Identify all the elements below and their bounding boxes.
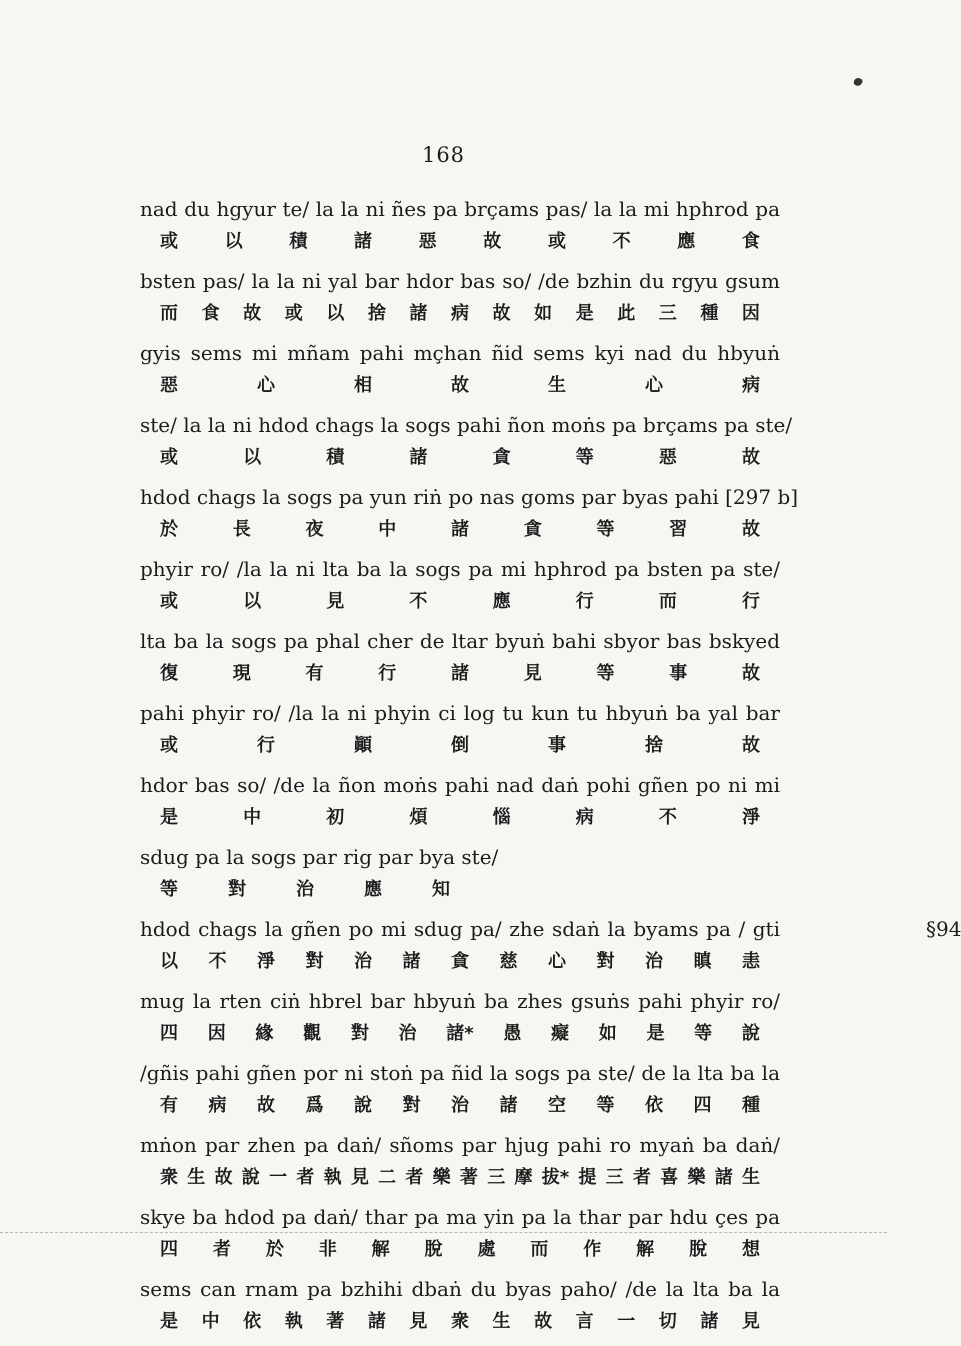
chinese-char: 喜 (660, 1167, 679, 1188)
chinese-line (160, 733, 760, 759)
chinese-char: 著 (459, 1167, 478, 1188)
line-pair (140, 338, 780, 410)
chinese-char: 食 (741, 231, 760, 252)
tibetan-line: phyir ro/ /la la ni lta ba la sogs pa mi hphrod pa bsten pa ste/ (140, 557, 780, 581)
chinese-char: 愚 (503, 1023, 522, 1044)
line-pair (140, 1058, 780, 1130)
chinese-char: 中 (243, 807, 262, 828)
chinese-char: 因 (207, 1023, 226, 1044)
line-pair (140, 770, 780, 842)
chinese-char: 貪 (523, 519, 542, 540)
chinese-char: 病 (742, 375, 760, 396)
line-pair (140, 554, 780, 626)
chinese-char: 諸 (451, 519, 469, 540)
chinese-char: 惱 (492, 807, 511, 828)
chinese-char: 諸 (714, 1167, 733, 1188)
tibetan-line: pahi phyir ro/ /la la ni phyin ci log tu kun tu hbyuṅ ba yal bar (140, 701, 780, 725)
chinese-char: 行 (378, 663, 397, 684)
chinese-char: 執 (284, 1311, 303, 1332)
chinese-char: 於 (160, 519, 178, 540)
chinese-char: 倒 (451, 735, 469, 756)
chinese-char: 治 (398, 1023, 417, 1044)
chinese-char: 貪 (492, 447, 511, 468)
chinese-char: 脫 (689, 1239, 708, 1260)
chinese-line (160, 1093, 760, 1119)
chinese-line (160, 589, 760, 615)
chinese-line (160, 949, 760, 975)
line-pair (140, 914, 961, 986)
line-pair (140, 1130, 780, 1202)
section-ref: §94 (926, 917, 961, 941)
chinese-char: 如 (598, 1023, 617, 1044)
chinese-char: 惡 (658, 447, 677, 468)
chinese-char: 解 (636, 1239, 655, 1260)
chinese-char: 樂 (687, 1167, 706, 1188)
chinese-char: 心 (257, 375, 275, 396)
tibetan-line: /gñis pahi gñen por ni stoṅ pa ñid la sogs pa ste/ de la lta ba la (140, 1061, 780, 1085)
chinese-char: 病 (450, 303, 469, 324)
chinese-char: 故 (257, 1095, 275, 1116)
chinese-char: 一 (617, 1311, 636, 1332)
chinese-char: 見 (523, 663, 542, 684)
chinese-char: 提 (578, 1167, 597, 1188)
chinese-char: 四 (160, 1023, 178, 1044)
line-pair (140, 698, 780, 770)
chinese-char: 著 (326, 1311, 345, 1332)
chinese-char: 種 (700, 303, 719, 324)
tibetan-line: hdor bas so/ /de la ñon moṅs pahi nad daṅ pohi gñen po ni mi (140, 773, 780, 797)
ink-speck (853, 77, 864, 88)
chinese-char: 諸 (409, 447, 428, 468)
chinese-line (160, 517, 760, 543)
chinese-line (160, 1165, 760, 1191)
chinese-char: 諸 (451, 663, 469, 684)
chinese-char: 事 (548, 735, 566, 756)
chinese-char: 四 (693, 1095, 712, 1116)
chinese-char: 捨 (367, 303, 386, 324)
tibetan-line: ste/ la la ni hdod chags la sogs pahi ñon moṅs pa brçams pa ste/ (140, 413, 793, 437)
chinese-char: 諸 (367, 1311, 386, 1332)
chinese-char: 衆 (450, 1311, 469, 1332)
tibetan-line: gyis sems mi mñam pahi mçhan ñid sems kyi nad du hbyuṅ (140, 341, 780, 365)
chinese-char: 生 (742, 1167, 760, 1188)
chinese-char: 不 (409, 591, 428, 612)
chinese-char: 等 (596, 1095, 615, 1116)
chinese-char: 四 (160, 1239, 178, 1260)
text-body (140, 194, 961, 1346)
chinese-char: 治 (296, 879, 314, 900)
chinese-char: 者 (632, 1167, 651, 1188)
chinese-char: 二 (378, 1167, 397, 1188)
chinese-char: 生 (548, 375, 566, 396)
chinese-char: 病 (575, 807, 594, 828)
chinese-char: 習 (669, 519, 688, 540)
chinese-char: 行 (257, 735, 275, 756)
tibetan-line: mṅon par zhen pa daṅ/ sñoms par hjug pahi ro myaṅ ba daṅ/ (140, 1133, 780, 1157)
line-pair (140, 1202, 780, 1274)
chinese-char: 如 (534, 303, 553, 324)
chinese-char: 對 (402, 1095, 421, 1116)
line-pair (140, 842, 780, 914)
chinese-char: 脫 (424, 1239, 443, 1260)
chinese-char: 或 (160, 231, 178, 252)
chinese-char: 說 (354, 1095, 372, 1116)
chinese-char: 事 (669, 663, 688, 684)
chinese-char: 想 (741, 1239, 760, 1260)
chinese-char: 以 (160, 951, 178, 972)
chinese-char: 不 (208, 951, 227, 972)
chinese-char: 緣 (255, 1023, 274, 1044)
chinese-char: 復 (160, 663, 178, 684)
chinese-char: 治 (354, 951, 372, 972)
chinese-char: 拔* (541, 1167, 570, 1188)
chinese-line (160, 1309, 760, 1335)
chinese-char: 以 (326, 303, 345, 324)
tibetan-line: hdod chags la gñen po mi sdug pa/ zhe sdaṅ la byams pa / gti (140, 917, 780, 941)
chinese-char: 種 (742, 1095, 760, 1116)
line-pair (140, 410, 793, 482)
chinese-char: 作 (583, 1239, 602, 1260)
chinese-char: 者 (405, 1167, 424, 1188)
chinese-char: 三 (605, 1167, 624, 1188)
chinese-char: 不 (612, 231, 631, 252)
tibetan-line: sdug pa la sogs par rig par bya ste/ (140, 845, 499, 869)
chinese-char: 而 (160, 303, 178, 324)
chinese-char: 有 (160, 1095, 178, 1116)
chinese-char: 治 (451, 1095, 469, 1116)
chinese-char: 依 (645, 1095, 663, 1116)
chinese-char: 或 (547, 231, 566, 252)
chinese-char: 應 (492, 591, 511, 612)
chinese-char: 有 (305, 663, 324, 684)
line-pair (140, 1274, 780, 1346)
chinese-char: 切 (658, 1311, 677, 1332)
chinese-char: 捨 (645, 735, 663, 756)
chinese-char: 淨 (741, 807, 760, 828)
chinese-char: 生 (492, 1311, 511, 1332)
chinese-char: 以 (224, 231, 243, 252)
tibetan-line: lta ba la sogs pa phal cher de ltar byuṅ bahi sbyor bas bskyed (140, 629, 780, 653)
chinese-char: 故 (742, 735, 760, 756)
line-pair (140, 626, 780, 698)
chinese-char: 煩 (409, 807, 428, 828)
chinese-char: 食 (201, 303, 220, 324)
chinese-char: 諸 (700, 1311, 719, 1332)
chinese-char: 惡 (160, 375, 178, 396)
chinese-char: 或 (160, 735, 178, 756)
chinese-char: 諸 (402, 951, 421, 972)
chinese-char: 現 (232, 663, 251, 684)
chinese-char: 行 (575, 591, 594, 612)
chinese-char: 見 (741, 1311, 760, 1332)
chinese-char: 而 (530, 1239, 549, 1260)
chinese-char: 心 (645, 375, 663, 396)
chinese-char: 言 (575, 1311, 594, 1332)
chinese-char: 者 (296, 1167, 315, 1188)
chinese-line (160, 229, 760, 255)
chinese-char: 是 (160, 807, 178, 828)
chinese-char: 是 (575, 303, 594, 324)
chinese-char: 故 (483, 231, 502, 252)
chinese-char: 以 (243, 447, 262, 468)
chinese-char: 解 (371, 1239, 390, 1260)
page-number: 168 (421, 143, 466, 167)
tibetan-line: mug la rten ciṅ hbrel bar hbyuṅ ba zhes gsuṅs pahi phyir ro/ (140, 989, 780, 1013)
chinese-char: 見 (326, 591, 345, 612)
chinese-char: 三 (487, 1167, 506, 1188)
chinese-char: 行 (741, 591, 760, 612)
chinese-char: 應 (364, 879, 382, 900)
chinese-char: 觀 (303, 1023, 322, 1044)
chinese-char: 對 (596, 951, 615, 972)
chinese-char: 生 (187, 1167, 206, 1188)
chinese-char: 知 (432, 879, 450, 900)
chinese-char: 應 (677, 231, 696, 252)
chinese-char: 心 (548, 951, 566, 972)
line-pair (140, 194, 780, 266)
chinese-char: 夜 (305, 519, 324, 540)
chinese-char: 等 (575, 447, 594, 468)
chinese-char: 長 (232, 519, 251, 540)
chinese-char: 惡 (418, 231, 437, 252)
chinese-char: 等 (160, 879, 178, 900)
chinese-char: 因 (741, 303, 760, 324)
bottom-rule (0, 1232, 887, 1233)
chinese-char: 摩 (514, 1167, 533, 1188)
chinese-char: 故 (741, 447, 760, 468)
chinese-char: 處 (477, 1239, 496, 1260)
chinese-char: 見 (409, 1311, 428, 1332)
chinese-line (160, 301, 760, 327)
chinese-char: 於 (265, 1239, 284, 1260)
chinese-char: 一 (269, 1167, 288, 1188)
chinese-char: 三 (658, 303, 677, 324)
chinese-char: 是 (646, 1023, 665, 1044)
chinese-char: 爲 (305, 1095, 324, 1116)
chinese-char: 慈 (499, 951, 518, 972)
chinese-char: 貪 (451, 951, 469, 972)
chinese-char: 對 (305, 951, 324, 972)
chinese-char: 而 (658, 591, 677, 612)
chinese-char: 或 (284, 303, 303, 324)
chinese-char: 等 (596, 663, 615, 684)
chinese-char: 諸* (446, 1023, 474, 1044)
chinese-char: 或 (160, 447, 178, 468)
chinese-char: 積 (289, 231, 308, 252)
chinese-char: 者 (212, 1239, 231, 1260)
chinese-char: 恚 (742, 951, 760, 972)
chinese-line (160, 877, 450, 903)
chinese-line (160, 373, 760, 399)
chinese-char: 故 (742, 519, 760, 540)
chinese-char: 以 (243, 591, 262, 612)
chinese-char: 病 (208, 1095, 227, 1116)
chinese-char: 中 (378, 519, 397, 540)
line-pair (140, 482, 799, 554)
line-pair (140, 986, 780, 1058)
chinese-char: 故 (534, 1311, 553, 1332)
chinese-line (160, 445, 760, 471)
chinese-char: 對 (228, 879, 246, 900)
chinese-line (160, 805, 760, 831)
tibetan-line: sems can rnam pa bzhihi dbaṅ du byas paho/ /de la lta ba la (140, 1277, 780, 1301)
chinese-char: 此 (617, 303, 636, 324)
chinese-char: 依 (243, 1311, 262, 1332)
tibetan-line: bsten pas/ la la ni yal bar hdor bas so/ /de bzhin du rgyu gsum (140, 269, 780, 293)
chinese-char: 治 (645, 951, 663, 972)
chinese-char: 樂 (432, 1167, 451, 1188)
tibetan-line: skye ba hdod pa daṅ/ thar pa ma yin pa la thar par hdu çes pa (140, 1205, 780, 1229)
chinese-char: 故 (451, 375, 469, 396)
chinese-char: 不 (658, 807, 677, 828)
chinese-char: 說 (741, 1023, 760, 1044)
chinese-char: 諸 (353, 231, 372, 252)
chinese-char: 故 (243, 303, 262, 324)
chinese-char: 故 (214, 1167, 233, 1188)
chinese-char: 衆 (160, 1167, 178, 1188)
chinese-char: 對 (350, 1023, 369, 1044)
chinese-char: 初 (326, 807, 345, 828)
chinese-char: 瞋 (693, 951, 712, 972)
chinese-char: 諸 (409, 303, 428, 324)
chinese-char: 非 (318, 1239, 337, 1260)
chinese-char: 故 (742, 663, 760, 684)
chinese-char: 空 (548, 1095, 566, 1116)
chinese-char: 癡 (551, 1023, 570, 1044)
line-pair (140, 266, 780, 338)
chinese-char: 或 (160, 591, 178, 612)
chinese-char: 執 (323, 1167, 342, 1188)
chinese-char: 是 (160, 1311, 178, 1332)
chinese-char: 相 (354, 375, 372, 396)
tibetan-line: nad du hgyur te/ la la ni ñes pa brçams pas/ la la mi hphrod pa (140, 197, 780, 221)
chinese-char: 積 (326, 447, 345, 468)
chinese-char: 中 (201, 1311, 220, 1332)
tibetan-line: hdod chags la sogs pa yun riṅ po nas goms par byas pahi [297 b] (140, 485, 799, 509)
chinese-char: 說 (241, 1167, 260, 1188)
chinese-line (160, 661, 760, 687)
chinese-char: 見 (350, 1167, 369, 1188)
chinese-char: 顚 (354, 735, 372, 756)
chinese-char: 諸 (499, 1095, 518, 1116)
chinese-char: 故 (492, 303, 511, 324)
chinese-char: 淨 (257, 951, 275, 972)
chinese-line (160, 1021, 760, 1047)
chinese-line (160, 1237, 760, 1263)
chinese-char: 等 (694, 1023, 713, 1044)
chinese-char: 等 (596, 519, 615, 540)
